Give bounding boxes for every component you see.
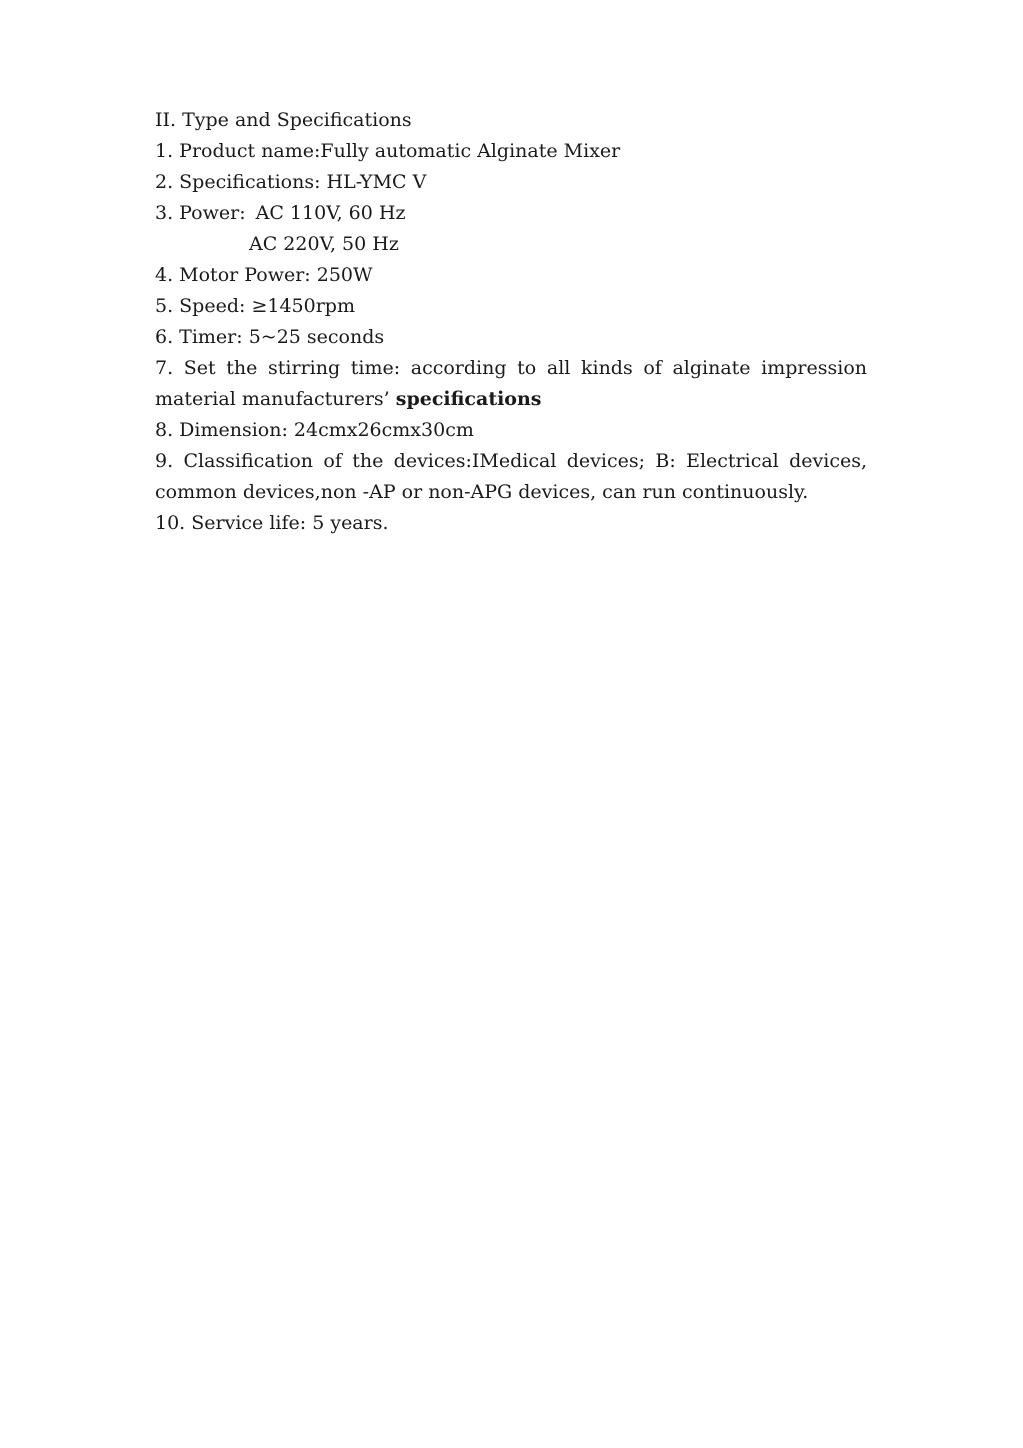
- section-heading: II. Type and Specifications: [155, 109, 412, 131]
- stirring-time-item: [155, 353, 867, 415]
- specifications-item: 2. Specifications: HL-YMC V: [155, 171, 427, 193]
- power-value-1: AC 110V, 60 Hz: [255, 202, 406, 224]
- power-label: 3. Power:: [155, 202, 246, 224]
- motor-power-item: 4. Motor Power: 250W: [155, 264, 373, 286]
- classification-item: 9. Classification of the devices:IMedical devices; B: Electrical devices, common devices,non -AP or non-APG devices, can run continuously.: [155, 450, 867, 503]
- timer-item: 6. Timer: 5~25 seconds: [155, 326, 385, 348]
- power-value-2: AC 220V, 50 Hz: [249, 233, 399, 255]
- power-value-2-line: [155, 229, 867, 260]
- service-life-item: 10. Service life: 5 years.: [155, 512, 389, 534]
- product-name-item: 1. Product name:Fully automatic Alginate Mixer: [155, 140, 621, 162]
- document-body: [155, 105, 867, 539]
- stirring-time-text: 7. Set the stirring time: according to all kinds of alginate impression material manufacturers’: [155, 357, 867, 410]
- dimension-item: 8. Dimension: 24cmx26cmx30cm: [155, 419, 474, 441]
- speed-item: 5. Speed: ≥1450rpm: [155, 295, 355, 317]
- power-item: [155, 198, 867, 229]
- stirring-time-bold: specifications: [395, 388, 542, 410]
